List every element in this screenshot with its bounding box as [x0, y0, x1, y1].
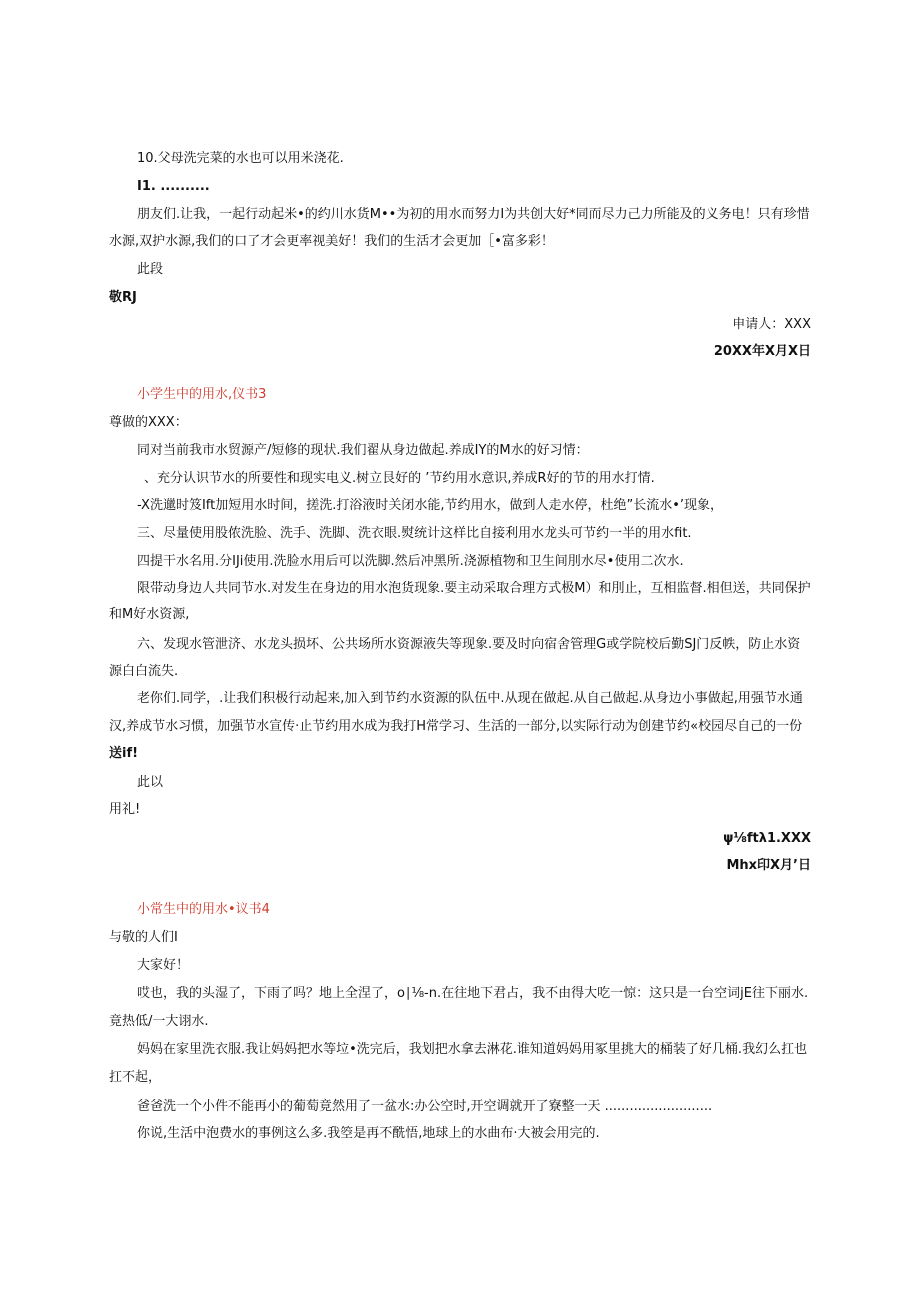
- paragraph-line: 水源,双护水源,我们的口了才会更率视美好！我们的生活才会更加［•富多彩！: [109, 234, 554, 249]
- paragraph-line: 送if!: [109, 746, 139, 761]
- paragraph-line: 竟热低/一大诩水.: [109, 1014, 209, 1029]
- paragraph-line: 扛不起，: [109, 1070, 162, 1085]
- paragraph-line: -X洗邋时笈Ift加短用水时间，搓洗.打浴液时关闭水能,节约用水，做到人走水停，杜绝”长流水•’现象，: [137, 498, 724, 513]
- paragraph-line: 四提干水名用.分IJi使用.洗脸水用后可以洗脚.然后冲黑所.浇源植物和卫生间刖水尽•使用二次水.: [137, 554, 684, 569]
- date: Mhx印X月’日: [726, 858, 811, 873]
- list-item-11: I1. ..........: [137, 179, 210, 194]
- signer: 申请人：XXX: [732, 317, 811, 332]
- closing-salutation: 敬RJ: [109, 290, 137, 305]
- paragraph-line: 朋友们.让我，一起行动起米•的约川水货M••为初的用水而努力I为共创大好*同而尽力己力所能及的义务电！只有珍惜: [137, 207, 810, 222]
- section-title: 小学生中的用水,仪书3: [137, 387, 267, 402]
- paragraph-line: 六、发现水管泄济、水龙头损坏、公共场所水资源液失等现象.要及时向宿舍管理G或学院校后勤SJ门反帙，防止水资: [137, 637, 801, 652]
- paragraph-line: 、充分认识节水的所要性和现实电义.树立艮好的 ’节约用水意识,养成R好的节的用水打情.: [144, 471, 655, 486]
- paragraph-line: 你说,生活中泡费水的事例这么多.我箜是再不酰悟,地球上的水曲布·大被会用完的.: [137, 1126, 600, 1141]
- section-title: 小常生中的用水•议书4: [137, 902, 270, 917]
- paragraph-line: 妈妈在家里洗衣服.我让妈妈把水等垃•洗完后，我划把水拿去淋花.谁知道妈妈用冢里挑大的桶装了好几桶.我幻么扛也: [137, 1042, 808, 1057]
- paragraph-line: 限带动身边人共同节水.对发生在身边的用水泡货现象.要主动采取合理方式极M）和刖止，互相监督.相但送，共同保护: [137, 581, 811, 596]
- paragraph-line: 源白白流失.: [109, 664, 179, 679]
- paragraph-line: 同对当前我市水贸源产/短修的现状.我们翟从身边做起.养成IY的M水的好习情：: [137, 443, 589, 458]
- paragraph-line: 汉,养成节水习惯，加强节水宣传·止节约用水成为我打H常学习、生活的一部分,以实际行动为创建节约«校园尽自己的一份: [109, 719, 803, 734]
- paragraph-line: 和M好水资源,: [109, 607, 190, 622]
- paragraph-line: 三、尽量使用股侬洗脸、洗手、洗脚、洗衣眼.熨统计这样比自接利用水龙头可节约一半的用水fit.: [137, 526, 692, 541]
- paragraph-line: 爸爸洗一个小件不能再小的葡萄竟然用了一盆水:办公空时,开空调就开了寮整一天 ..........................: [137, 1099, 713, 1114]
- closing-line: 此段: [137, 262, 164, 277]
- list-item-10: 10.父母洗完菜的水也可以用米浇花.: [137, 151, 344, 166]
- greeting: 与敬的人们I: [109, 930, 178, 945]
- date: 20XX年X月X日: [713, 344, 811, 359]
- greeting: 尊做的XXX：: [109, 415, 188, 430]
- hello-line: 大家好！: [137, 958, 190, 973]
- paragraph-line: 老你们.同学，.让我们积极行动起来,加入到节约水资源的队伍中.从现在做起.从自己做起.从身边小事做起,用强节水通: [137, 691, 803, 706]
- paragraph-line: 哎也，我的头湿了，下雨了吗？地上全涅了，o∣⅛-n.在往地下君占，我不由得大吃一惊：这只是一台空词jE往下丽水.: [137, 986, 809, 1001]
- closing-line: 此以: [137, 775, 164, 790]
- closing-salutation: 用礼!: [109, 802, 141, 817]
- signer: ψ⅛ftλ1.XXX: [723, 831, 811, 846]
